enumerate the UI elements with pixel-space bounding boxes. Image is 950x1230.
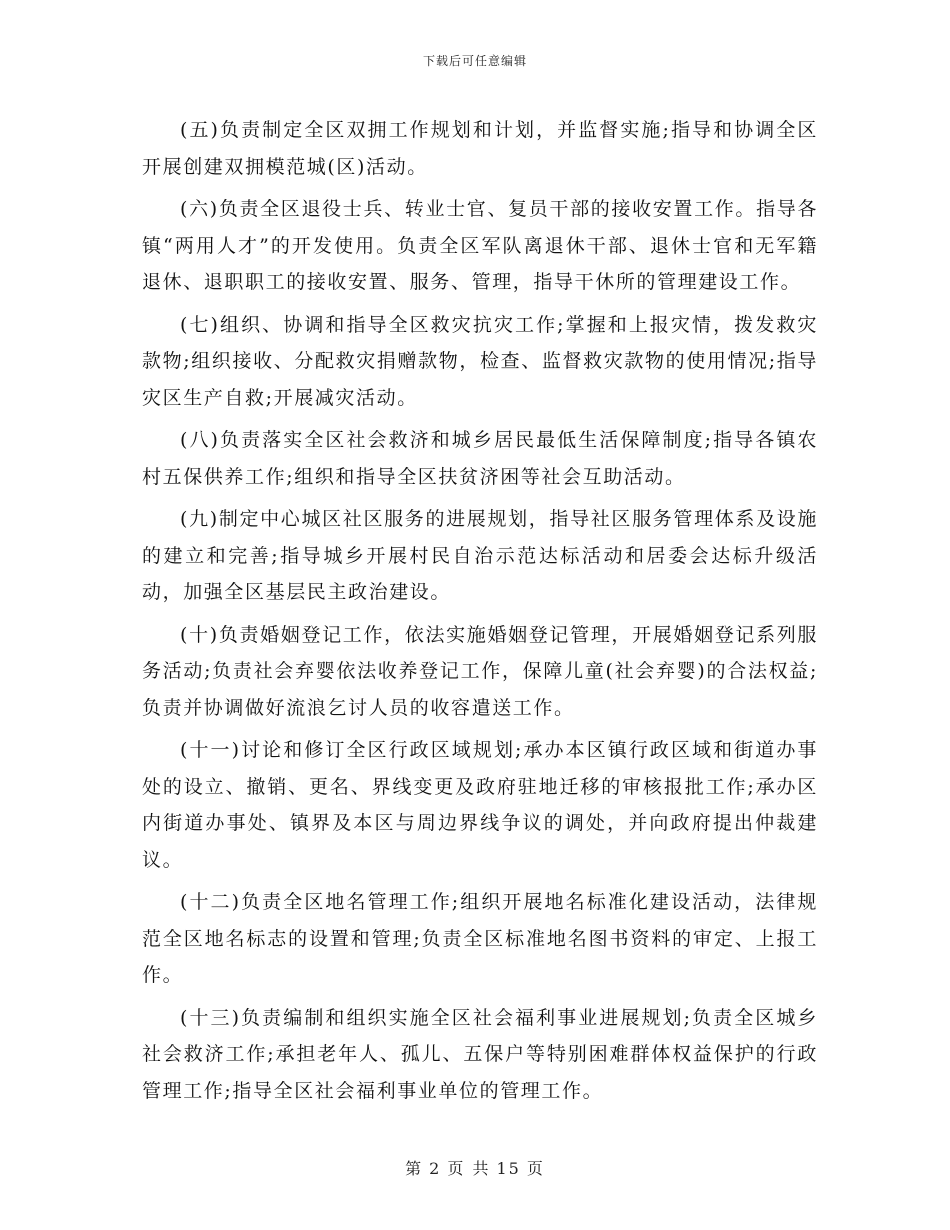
footer-middle: 页 共: [447, 1159, 491, 1178]
paragraph-6: (六)负责全区退役士兵、转业士官、复员干部的接收安置工作。指导各镇“两用人才”的开发使用。负责全区军队离退休干部、退休士官和无军籍退休、退职职工的接收安置、服务、管理，指导干休所的管理建设工作。: [142, 198, 818, 293]
paragraph-9: (九)制定中心城区社区服务的进展规划，指导社区服务管理体系及设施的建立和完善;指导城乡开展村民自治示范达标活动和居委会达标升级活动，加强全区基层民主政治建设。: [142, 508, 818, 603]
footer-prefix: 第: [405, 1159, 424, 1178]
footer-suffix: 页: [526, 1159, 545, 1178]
paragraph-8: (八)负责落实全区社会救济和城乡居民最低生活保障制度;指导各镇农村五保供养工作;组织和指导全区扶贫济困等社会互助活动。: [142, 429, 818, 488]
document-body: [142, 112, 818, 1115]
paragraph-10: (十)负责婚姻登记工作，依法实施婚姻登记管理，开展婚姻登记系列服务活动;负责社会弃婴依法收养登记工作，保障儿童(社会弃婴)的合法权益;负责并协调做好流浪乞讨人员的收容遣送工作。: [142, 623, 818, 719]
page-footer: [0, 1156, 950, 1179]
footer-total-pages: 15: [496, 1159, 521, 1178]
page-header-note: 下载后可任意编辑: [422, 54, 527, 68]
paragraph-12: (十二)负责全区地名管理工作;组织开展地名标准化建设活动，法律规范全区地名标志的设置和管理;负责全区标准地名图书资料的审定、上报工作。: [142, 891, 818, 986]
paragraph-11: (十一)讨论和修订全区行政区域规划;承办本区镇行政区域和街道办事处的设立、撤销、更名、界线变更及政府驻地迁移的审核报批工作;承办区内街道办事处、镇界及本区与周边界线争议的调处，并向政府提出仲裁建议。: [142, 739, 818, 871]
paragraph-13: (十三)负责编制和组织实施全区社会福利事业进展规划;负责全区城乡社会救济工作;承担老年人、孤儿、五保户等特别困难群体权益保护的行政管理工作;指导全区社会福利事业单位的管理工作。: [142, 1006, 818, 1102]
paragraph-7: (七)组织、协调和指导全区救灾抗灾工作;掌握和上报灾情，拨发救灾款物;组织接收、分配救灾捐赠款物，检查、监督救灾款物的使用情况;指导灾区生产自救;开展减灾活动。: [142, 313, 818, 409]
footer-current-page: 2: [429, 1159, 442, 1178]
paragraph-5: (五)负责制定全区双拥工作规划和计划，并监督实施;指导和协调全区开展创建双拥模范城(区)活动。: [142, 119, 818, 178]
